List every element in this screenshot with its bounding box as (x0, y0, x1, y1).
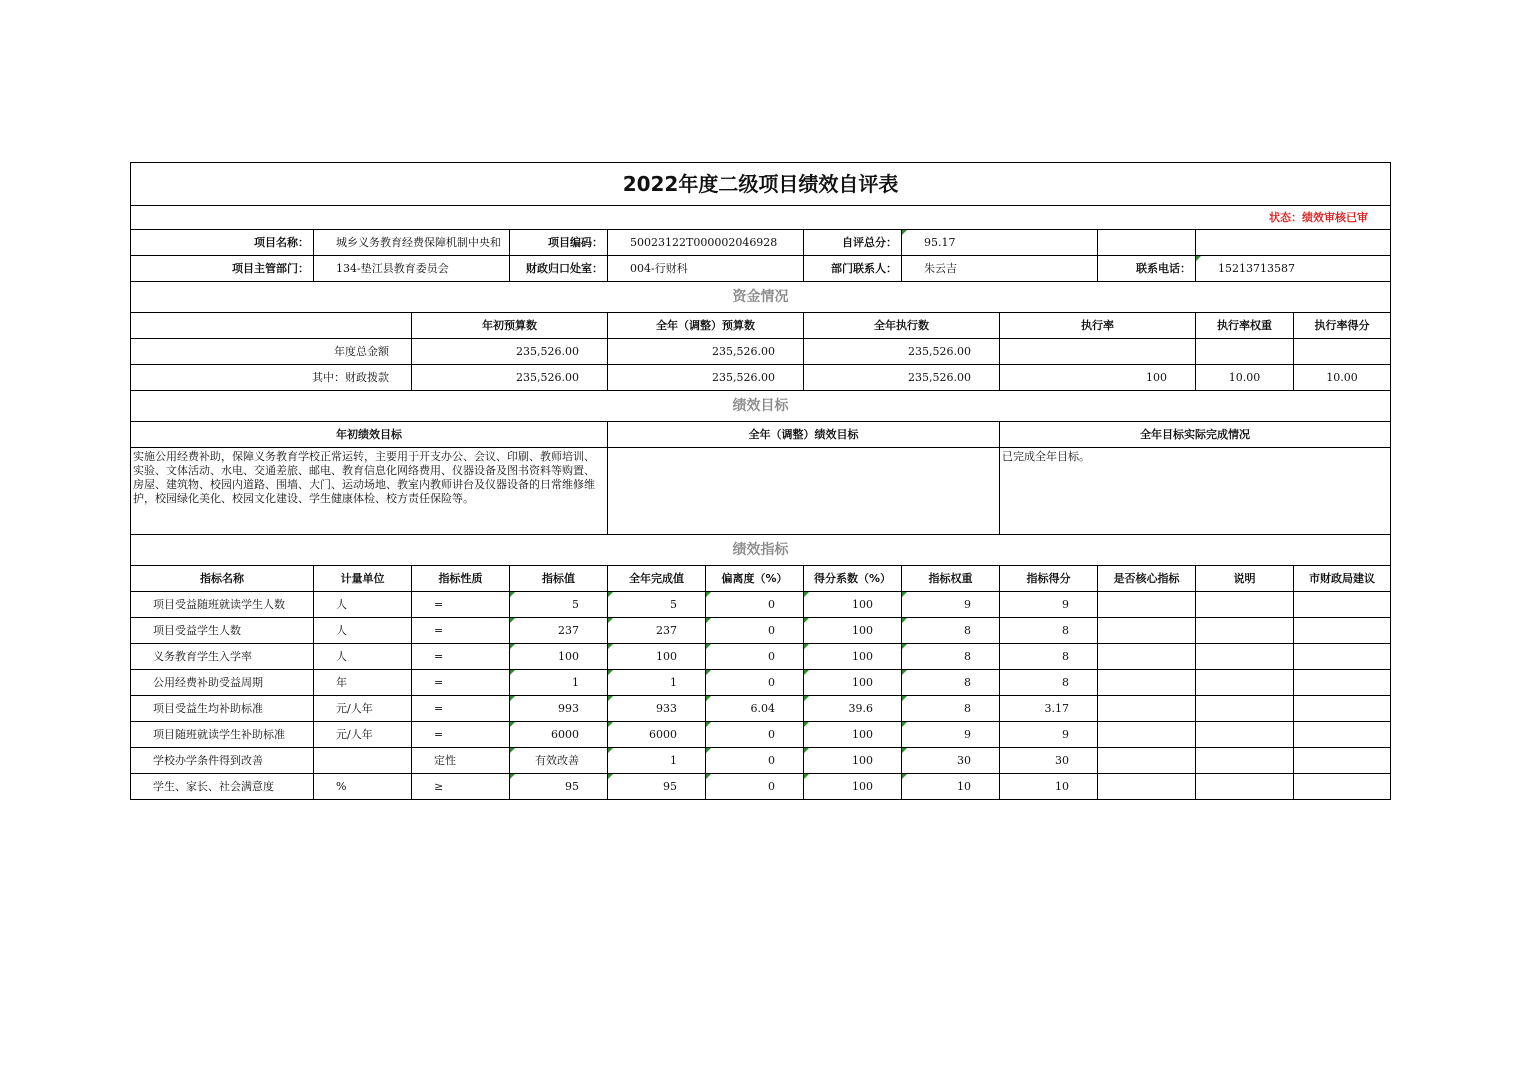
indicator-name: 项目随班就读学生补助标准 (131, 722, 314, 748)
indicator-note (1196, 774, 1294, 800)
table-row (131, 722, 1391, 748)
indicator-value: 有效改善 (510, 748, 608, 774)
indicator-suggestion (1294, 644, 1391, 670)
indicator-suggestion (1294, 748, 1391, 774)
indicator-nature: 定性 (412, 748, 510, 774)
funds-header: 全年（调整）预算数 (608, 313, 804, 339)
table-row (131, 774, 1391, 800)
indicator-value: 993 (510, 696, 608, 722)
goals-header: 全年（调整）绩效目标 (608, 422, 1000, 448)
funds-header: 执行率得分 (1294, 313, 1391, 339)
indicator-core (1098, 722, 1196, 748)
indicator-header: 市财政局建议 (1294, 566, 1391, 592)
indicator-unit: 人 (314, 618, 412, 644)
indicator-header: 指标权重 (902, 566, 1000, 592)
indicator-nature: = (412, 592, 510, 618)
indicator-weight: 8 (902, 696, 1000, 722)
indicator-coefficient: 100 (804, 774, 902, 800)
indicator-nature: ≥ (412, 774, 510, 800)
indicator-done: 1 (608, 670, 706, 696)
indicator-core (1098, 696, 1196, 722)
funds-adjusted: 235,526.00 (608, 365, 804, 391)
indicator-unit: 年 (314, 670, 412, 696)
table-row (131, 670, 1391, 696)
indicator-note (1196, 592, 1294, 618)
dept: 134-垫江县教育委员会 (314, 256, 510, 282)
indicator-done: 5 (608, 592, 706, 618)
indicator-header: 全年完成值 (608, 566, 706, 592)
funds-header: 年初预算数 (412, 313, 608, 339)
indicator-deviation: 0 (706, 774, 804, 800)
indicator-name: 学校办学条件得到改善 (131, 748, 314, 774)
project-name-label: 项目名称： (131, 230, 314, 256)
indicator-score: 30 (1000, 748, 1098, 774)
self-score: 95.17 (902, 230, 1098, 256)
dept-label: 项目主管部门： (131, 256, 314, 282)
table-row (131, 618, 1391, 644)
indicator-deviation: 0 (706, 748, 804, 774)
indicator-score: 9 (1000, 592, 1098, 618)
indicator-header: 得分系数（%） (804, 566, 902, 592)
indicator-note (1196, 670, 1294, 696)
indicator-nature: = (412, 670, 510, 696)
funds-header-blank (131, 313, 412, 339)
funds-initial: 235,526.00 (412, 365, 608, 391)
indicator-header: 计量单位 (314, 566, 412, 592)
indicator-value: 6000 (510, 722, 608, 748)
status-badge: 状态：绩效审核已审 (131, 206, 1391, 230)
indicator-score: 9 (1000, 722, 1098, 748)
goals-header: 年初绩效目标 (131, 422, 608, 448)
indicator-weight: 9 (902, 722, 1000, 748)
funds-header: 执行率 (1000, 313, 1196, 339)
indicator-deviation: 0 (706, 618, 804, 644)
indicator-header: 是否核心指标 (1098, 566, 1196, 592)
funds-executed: 235,526.00 (804, 365, 1000, 391)
indicator-value: 237 (510, 618, 608, 644)
funds-header: 执行率权重 (1196, 313, 1294, 339)
indicator-coefficient: 100 (804, 670, 902, 696)
funds-header: 全年执行数 (804, 313, 1000, 339)
indicator-value: 100 (510, 644, 608, 670)
funds-row (131, 339, 1391, 365)
indicator-core (1098, 618, 1196, 644)
indicator-header: 指标得分 (1000, 566, 1098, 592)
project-code-label: 项目编码： (510, 230, 608, 256)
indicator-score: 8 (1000, 670, 1098, 696)
indicator-suggestion (1294, 592, 1391, 618)
indicator-coefficient: 100 (804, 618, 902, 644)
indicator-note (1196, 722, 1294, 748)
actual-completion-text: 已完成全年目标。 (1000, 448, 1391, 535)
indicator-name: 项目受益随班就读学生人数 (131, 592, 314, 618)
indicator-score: 3.17 (1000, 696, 1098, 722)
indicator-weight: 10 (902, 774, 1000, 800)
indicator-name: 公用经费补助受益周期 (131, 670, 314, 696)
indicator-done: 933 (608, 696, 706, 722)
indicator-header: 指标名称 (131, 566, 314, 592)
indicator-weight: 8 (902, 618, 1000, 644)
indicator-name: 项目受益生均补助标准 (131, 696, 314, 722)
funds-row-label: 其中：财政拨款 (131, 365, 412, 391)
indicator-suggestion (1294, 618, 1391, 644)
indicator-header: 说明 (1196, 566, 1294, 592)
indicator-coefficient: 39.6 (804, 696, 902, 722)
indicator-suggestion (1294, 722, 1391, 748)
indicator-score: 8 (1000, 618, 1098, 644)
indicator-unit: % (314, 774, 412, 800)
project-code: 50023122T000002046928 (608, 230, 804, 256)
project-name: 城乡义务教育经费保障机制中央和 (314, 230, 510, 256)
goals-section-title: 绩效目标 (131, 391, 1391, 422)
indicator-score: 8 (1000, 644, 1098, 670)
funds-row (131, 365, 1391, 391)
table-row (131, 592, 1391, 618)
indicator-header: 指标性质 (412, 566, 510, 592)
funds-rate (1000, 339, 1196, 365)
indicator-deviation: 0 (706, 644, 804, 670)
indicator-value: 1 (510, 670, 608, 696)
indicator-note (1196, 618, 1294, 644)
indicator-coefficient: 100 (804, 644, 902, 670)
goals-header: 全年目标实际完成情况 (1000, 422, 1391, 448)
evaluation-table (130, 162, 1391, 800)
funds-rate: 100 (1000, 365, 1196, 391)
indicator-deviation: 0 (706, 722, 804, 748)
indicator-core (1098, 592, 1196, 618)
table-row (131, 748, 1391, 774)
funds-adjusted: 235,526.00 (608, 339, 804, 365)
contact: 朱云吉 (902, 256, 1098, 282)
initial-goal-text: 实施公用经费补助，保障义务教育学校正常运转，主要用于开支办公、会议、印刷、教师培训、实验、文体活动、水电、交通差旅、邮电、教育信息化网络费用、仪器设备及图书资料等购置、房屋、建筑物、校园内道路、围墙、大门、运动场地、教室内教师讲台及仪器设备的日常维修维护，校园绿化美化、校园文化建设、学生健康体检、校方责任保险等。 (131, 448, 608, 535)
indicator-unit: 人 (314, 592, 412, 618)
indicator-suggestion (1294, 696, 1391, 722)
empty-cell (1196, 230, 1391, 256)
phone: 15213713587 (1196, 256, 1391, 282)
empty-cell (1098, 230, 1196, 256)
indicators-section-title: 绩效指标 (131, 535, 1391, 566)
indicator-weight: 8 (902, 670, 1000, 696)
indicator-unit (314, 748, 412, 774)
indicator-note (1196, 696, 1294, 722)
table-row (131, 644, 1391, 670)
indicator-weight: 30 (902, 748, 1000, 774)
indicator-weight: 9 (902, 592, 1000, 618)
indicator-suggestion (1294, 670, 1391, 696)
indicator-name: 项目受益学生人数 (131, 618, 314, 644)
contact-label: 部门联系人： (804, 256, 902, 282)
indicator-coefficient: 100 (804, 722, 902, 748)
indicator-rows (131, 592, 1391, 800)
indicator-value: 5 (510, 592, 608, 618)
funds-section-title: 资金情况 (131, 282, 1391, 313)
indicator-nature: = (412, 696, 510, 722)
indicator-name: 义务教育学生入学率 (131, 644, 314, 670)
table-row (131, 696, 1391, 722)
indicator-core (1098, 670, 1196, 696)
indicator-weight: 8 (902, 644, 1000, 670)
funds-initial: 235,526.00 (412, 339, 608, 365)
indicator-header: 偏离度（%） (706, 566, 804, 592)
indicator-deviation: 0 (706, 670, 804, 696)
indicator-done: 1 (608, 748, 706, 774)
funds-score (1294, 339, 1391, 365)
indicator-done: 95 (608, 774, 706, 800)
indicator-header: 指标值 (510, 566, 608, 592)
page-title: 2022年度二级项目绩效自评表 (131, 163, 1391, 206)
indicator-unit: 元/人年 (314, 696, 412, 722)
indicator-note (1196, 644, 1294, 670)
indicator-coefficient: 100 (804, 748, 902, 774)
indicator-core (1098, 748, 1196, 774)
indicator-done: 100 (608, 644, 706, 670)
funds-score: 10.00 (1294, 365, 1391, 391)
indicator-deviation: 0 (706, 592, 804, 618)
indicator-deviation: 6.04 (706, 696, 804, 722)
self-score-label: 自评总分： (804, 230, 902, 256)
indicator-name: 学生、家长、社会满意度 (131, 774, 314, 800)
indicator-unit: 人 (314, 644, 412, 670)
funds-executed: 235,526.00 (804, 339, 1000, 365)
indicator-core (1098, 644, 1196, 670)
evaluation-sheet (130, 162, 1390, 800)
indicator-done: 6000 (608, 722, 706, 748)
funds-weight: 10.00 (1196, 365, 1294, 391)
funds-weight (1196, 339, 1294, 365)
finance-office-label: 财政归口处室： (510, 256, 608, 282)
indicator-core (1098, 774, 1196, 800)
indicator-nature: = (412, 722, 510, 748)
indicator-nature: = (412, 618, 510, 644)
indicator-done: 237 (608, 618, 706, 644)
phone-label: 联系电话： (1098, 256, 1196, 282)
indicator-nature: = (412, 644, 510, 670)
indicator-unit: 元/人年 (314, 722, 412, 748)
funds-row-label: 年度总金额 (131, 339, 412, 365)
indicator-note (1196, 748, 1294, 774)
finance-office: 004-行财科 (608, 256, 804, 282)
adjusted-goal-text (608, 448, 1000, 535)
indicator-value: 95 (510, 774, 608, 800)
indicator-coefficient: 100 (804, 592, 902, 618)
indicator-score: 10 (1000, 774, 1098, 800)
indicator-suggestion (1294, 774, 1391, 800)
